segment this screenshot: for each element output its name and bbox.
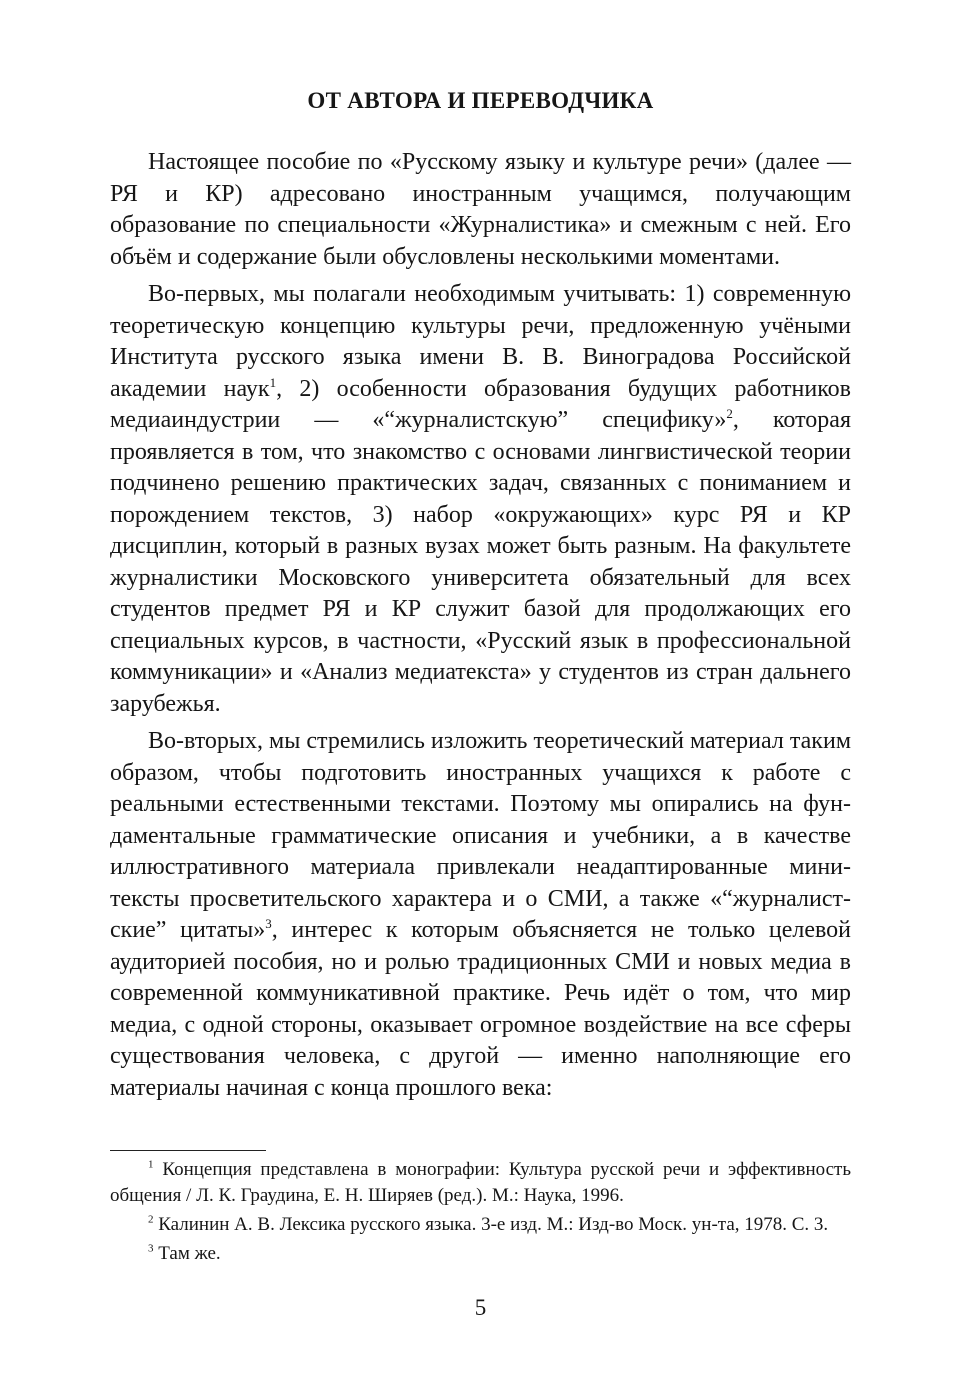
- footnote-1: [110, 1157, 851, 1209]
- footnote-text: Калинин А. В. Лексика русского языка. 3-е изд. М.: Изд-во Моск. ун-та, 1978. С. 3.: [153, 1214, 829, 1235]
- page-number: 5: [474, 1295, 487, 1320]
- page-title: ОТ АВТОРА И ПЕРЕВОДЧИКА: [307, 88, 654, 113]
- paragraph-first-point: [110, 279, 851, 720]
- paragraph-text: , 2) особенности образования будущих работников медиаиндустрии — «“журналистскую” специфику»: [110, 375, 851, 433]
- footnote-text: Концепция представлена в монографии: Культура русской речи и эффективность общения / Л. К. Граудина, Е. Н. Ширяев (ред.). М.: Наука, 1996.: [110, 1159, 851, 1206]
- footnote-mark: 1: [148, 1158, 154, 1171]
- footnote-divider: [110, 1150, 266, 1151]
- footnote-mark: 2: [148, 1213, 154, 1226]
- footnote-ref-3[interactable]: 3: [265, 916, 272, 931]
- footnote-text: Там же.: [153, 1243, 221, 1264]
- paragraph-text: Настоящее пособие по «Русскому языку и культуре речи» (далее — РЯ и КР) адресовано иностранным учащимся, получающим образование по специальности «Журналистика» и смежным с ней. Его объём и содержание были обусловлены несколькими моментами.: [110, 149, 851, 270]
- footnote-3: [110, 1241, 851, 1267]
- paragraph-text: , интерес к которым объясняется не только целевой аудиторией пособия, но и ролью традиционных СМИ и новых медиа в современной коммуникативной практике. Речь идёт о том, что мир медиа, с одной стороны, оказывает огромное воздействие на все сферы существования человека, с другой — именно наполняющие его материалы начиная с конца прошлого века:: [110, 917, 851, 1101]
- footnote-mark: 3: [148, 1242, 154, 1255]
- paragraph-text: Во-первых, мы полагали необходимым учитывать: 1) современную теоретическую концепцию культуры речи, предложенную учёными Института русского языка имени В. В. Виноградова Российской академии наук: [110, 281, 851, 402]
- footnote-ref-1[interactable]: 1: [269, 374, 277, 390]
- footnotes: [110, 1157, 851, 1270]
- paragraph-intro: [110, 147, 851, 273]
- footnote-2: [110, 1212, 851, 1238]
- paragraph-second-point: [110, 726, 851, 1104]
- paragraph-text: , которая проявляется в том, что знакомство с основами лингвистической теории подчинено решению практических задач, связанных с пониманием и порождением текстов, 3) набор «окружающих» курс РЯ и КР дисциплин, который в разных вузах может быть разным. На факультете журналистики Московского университета обязательный для всех студентов предмет РЯ и КР служит базой для продолжающих его специальных курсов, в частности, «Русский язык в профессиональной коммуникации» и «Анализ медиатекста» у студентов из стран дальнего зарубежья.: [110, 407, 851, 717]
- paragraph-text: Во-вторых, мы стремились изложить теоретический материал таким образом, чтобы подготовить иностранных учащихся к работе с реальными естественными текстами. Поэтому мы опирались на фундаментальные грамматические описания и учебники, а в качестве иллюстративного материала привлекали неадаптированные мини-тексты просветительского характера и о СМИ, а также «“журналистские” цитаты»: [110, 728, 851, 943]
- footnote-ref-2[interactable]: 2: [726, 406, 733, 421]
- main-text: [110, 147, 851, 1110]
